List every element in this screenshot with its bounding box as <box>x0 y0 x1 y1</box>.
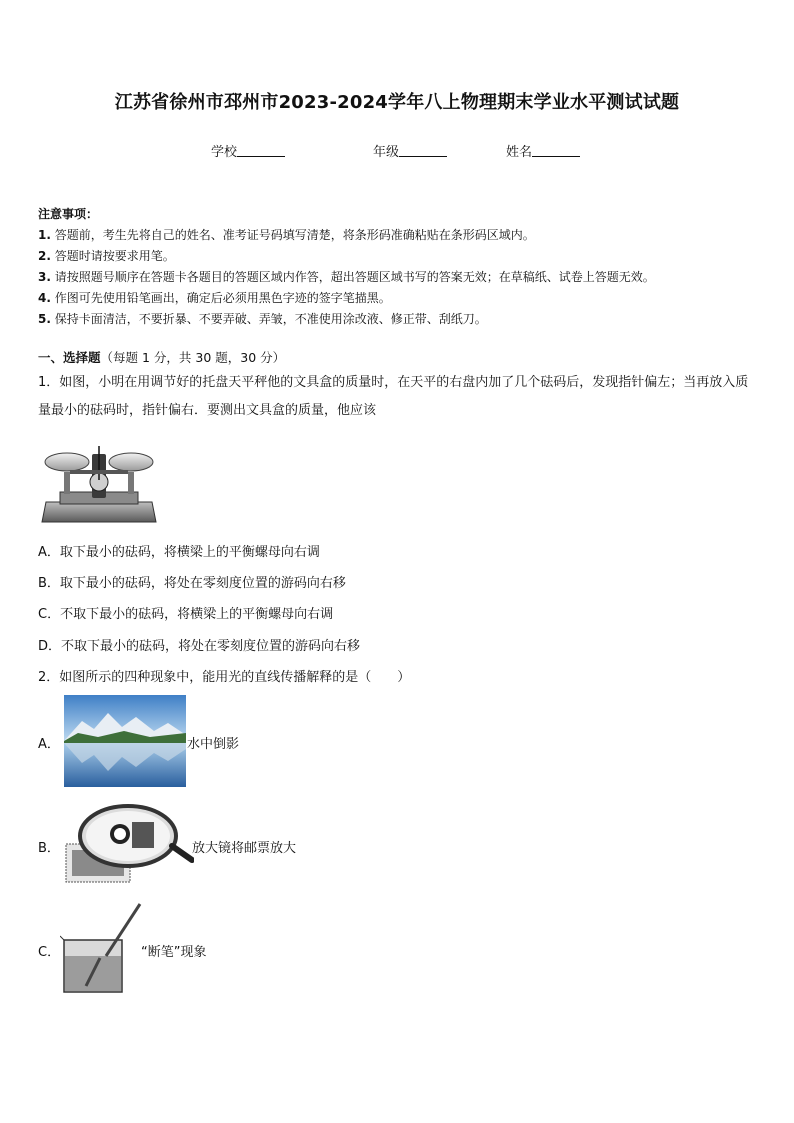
section-heading <box>38 348 285 366</box>
question-2-option-a-caption: 水中倒影 <box>187 737 240 752</box>
note-item: 3. 请按照题号顺序在答题卡各题目的答题区域内作答，超出答题区域书写的答案无效；在草稿纸、试卷上答题无效。 <box>38 270 655 284</box>
magnifier-stamp-image <box>62 800 194 890</box>
school-field <box>211 141 285 160</box>
lake-reflection-image <box>64 695 186 791</box>
question-1-option-b: B．取下最小的砝码，将处在零刻度位置的游码向右移 <box>38 576 346 591</box>
question-2-text: 2．如图所示的四种现象中，能用光的直线传播解释的是（ ） <box>38 670 411 685</box>
note-item: 4. 作图可先使用铅笔画出，确定后必须用黑色字迹的签字笔描黑。 <box>38 291 391 305</box>
section-title: 一、选择题 <box>38 350 101 365</box>
note-item: 5. 保持卡面清洁，不要折暴、不要弄破、弄皱，不准使用涂改液、修正带、刮纸刀。 <box>38 312 487 326</box>
grade-label: 年级 <box>373 145 400 160</box>
section-subtitle: （每题 1 分，共 30 题，30 分） <box>100 350 286 365</box>
notes-block <box>38 204 768 330</box>
school-label: 学校 <box>211 145 238 160</box>
question-2-option-c-caption: “断笔”现象 <box>141 945 207 960</box>
question-1-option-d: D．不取下最小的砝码，将处在零刻度位置的游码向右移 <box>38 639 361 654</box>
exam-title: 江苏省徐州市邳州市2023-2024学年八上物理期末学业水平测试试题 <box>114 92 680 113</box>
notes-title: 注意事项： <box>38 207 99 221</box>
balance-scale-image <box>40 440 158 532</box>
name-blank <box>532 144 580 157</box>
name-label: 姓名 <box>506 145 533 160</box>
note-item: 2. 答题时请按要求用笔。 <box>38 249 175 263</box>
name-field <box>506 141 580 160</box>
grade-blank <box>399 144 447 157</box>
question-1-text: 1．如图，小明在用调节好的托盘天平秤他的文具盒的质量时，在天平的右盘内加了几个砝码后，发现指针偏左；当再放入质量最小的砝码时，指针偏右．要测出文具盒的质量，他应该 <box>38 375 749 418</box>
school-blank <box>237 144 285 157</box>
question-2-option-a-label: A． <box>38 737 60 752</box>
note-item: 1. 答题前，考生先将自己的姓名、准考证号码填写清楚，将条形码准确粘贴在条形码区域内。 <box>38 228 535 242</box>
broken-pencil-beaker-image <box>60 902 144 1000</box>
question-2-option-b-label: B． <box>38 841 60 856</box>
question-2-option-b-caption: 放大镜将邮票放大 <box>192 841 297 856</box>
grade-field <box>373 141 447 160</box>
question-2-option-c-label: C． <box>38 945 61 960</box>
question-1-option-c: C．不取下最小的砝码，将横梁上的平衡螺母向右调 <box>38 607 334 622</box>
question-1-option-a: A．取下最小的砝码，将横梁上的平衡螺母向右调 <box>38 545 320 560</box>
